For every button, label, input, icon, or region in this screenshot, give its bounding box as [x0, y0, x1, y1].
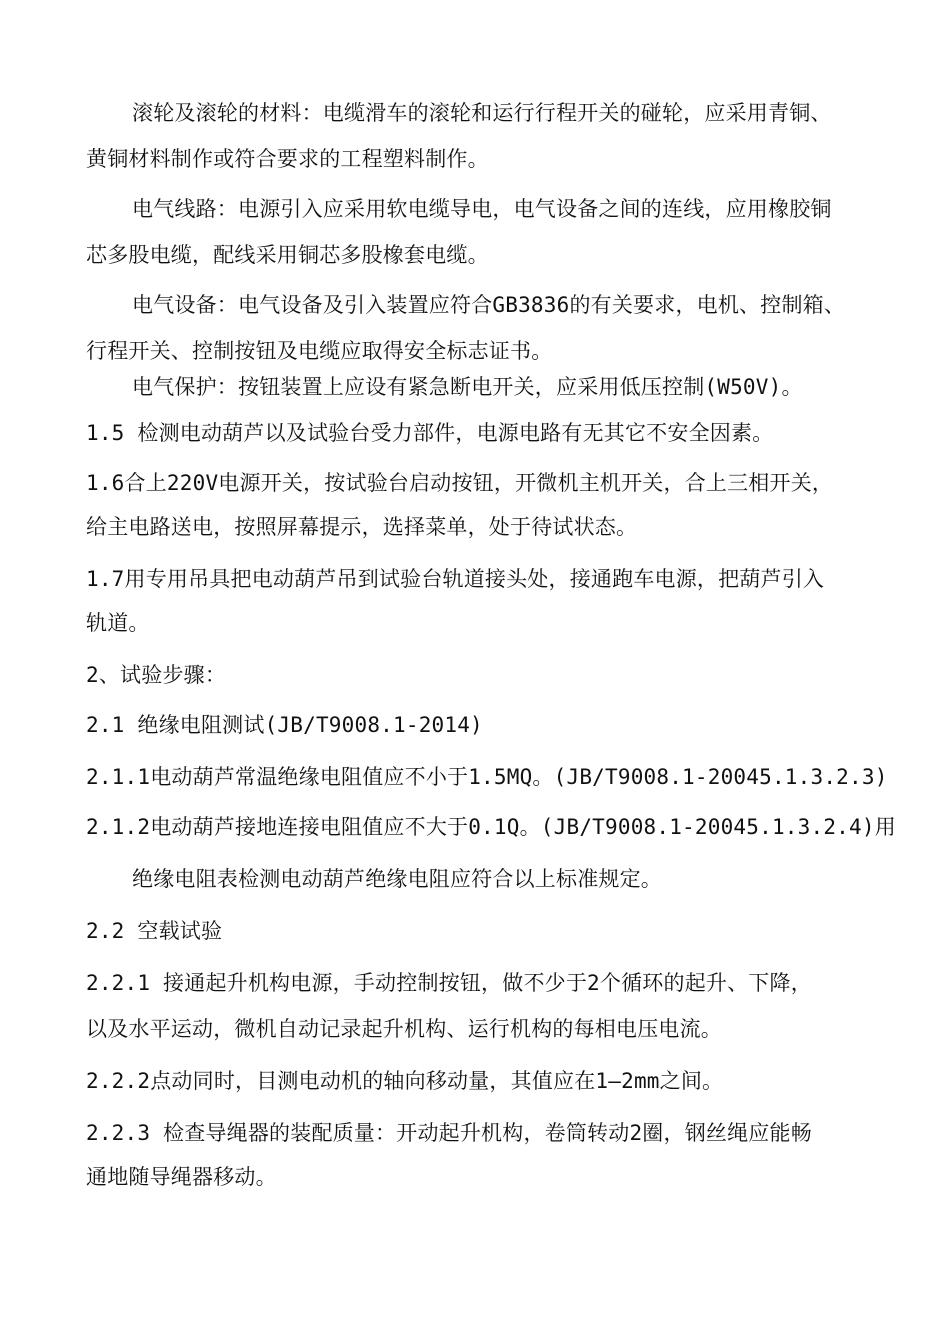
paragraph-wiring-line-2: 芯多股电缆，配线采用铜芯多股橡套电缆。 [86, 243, 489, 267]
paragraph-protection: 电气保护：按钮装置上应设有紧急断电开关，应采用低压控制(W50V)。 [132, 375, 803, 399]
item-1-7-line-1: 1.7用专用吊具把电动葫芦吊到试验台轨道接头处，接通跑车电源，把葫芦引入 [86, 567, 825, 591]
section-2-heading: 2、试验步骤： [86, 663, 227, 687]
item-2-1-2-line-1: 2.1.2电动葫芦接地连接电阻值应不大于0.1Q。(JB/T9008.1-20045.1.3.2.4)用 [86, 815, 896, 839]
section-2-2-heading: 2.2 空载试验 [86, 919, 223, 943]
item-1-5: 1.5 检测电动葫芦以及试验台受力部件，电源电路有无其它不安全因素。 [86, 421, 774, 445]
paragraph-equipment-line-1: 电气设备：电气设备及引入装置应符合GB3836的有关要求，电机、控制箱、 [132, 293, 846, 317]
item-2-2-3-line-2: 通地随导绳器移动。 [86, 1165, 277, 1189]
item-2-2-3-line-1: 2.2.3 检查导绳器的装配质量：开动起升机构，卷筒转动2圈，钢丝绳应能畅 [86, 1121, 812, 1145]
item-2-2-2: 2.2.2点动同时，目测电动机的轴向移动量，其值应在1—2mm之间。 [86, 1069, 724, 1093]
section-2-1-heading: 2.1 绝缘电阻测试(JB/T9008.1-2014) [86, 713, 483, 737]
paragraph-rollers-line-2: 黄铜材料制作或符合要求的工程塑料制作。 [86, 147, 489, 171]
item-1-7-line-2: 轨道。 [86, 611, 150, 635]
item-1-6-line-1: 1.6合上220V电源开关，按试验台启动按钮，开微机主机开关，合上三相开关， [86, 471, 834, 495]
item-2-2-1-line-2: 以及水平运动，微机自动记录起升机构、运行机构的每相电压电流。 [86, 1017, 722, 1041]
paragraph-wiring-line-1: 电气线路：电源引入应采用软电缆导电，电气设备之间的连线，应用橡胶铜 [132, 197, 832, 221]
paragraph-rollers-line-1: 滚轮及滚轮的材料：电缆滑车的滚轮和运行行程开关的碰轮，应采用青铜、 [132, 101, 832, 125]
item-2-1-1: 2.1.1电动葫芦常温绝缘电阻值应不小于1.5MQ。(JB/T9008.1-20045.1.3.2.3) [86, 765, 888, 789]
item-2-2-1-line-1: 2.2.1 接通起升机构电源，手动控制按钮，做不少于2个循环的起升、下降， [86, 971, 812, 995]
item-2-1-2-line-2: 绝缘电阻表检测电动葫芦绝缘电阻应符合以上标准规定。 [132, 867, 662, 891]
paragraph-equipment-line-2: 行程开关、控制按钮及电缆应取得安全标志证书。 [86, 339, 553, 363]
item-1-6-line-2: 给主电路送电，按照屏幕提示，选择菜单，处于待试状态。 [86, 515, 638, 539]
